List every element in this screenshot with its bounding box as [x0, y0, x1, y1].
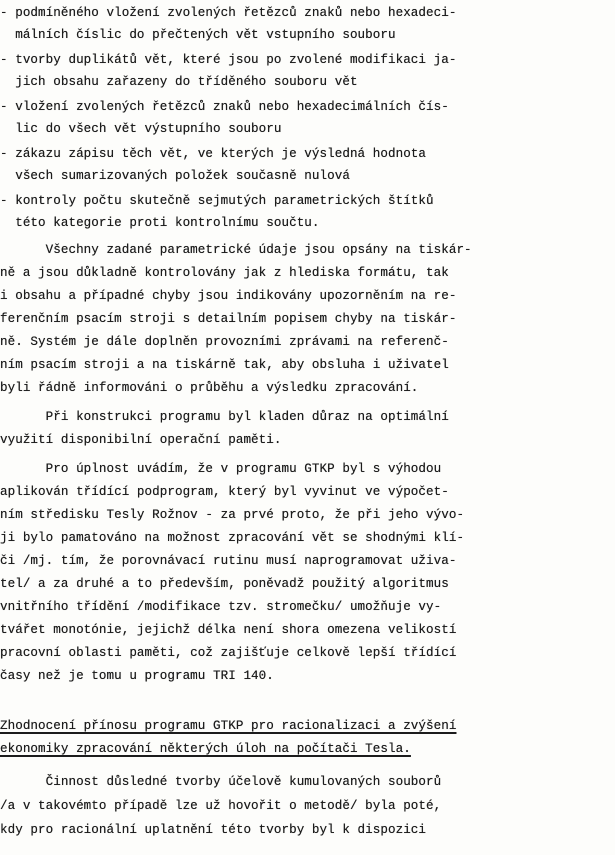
bullet-1-line-2: málních číslic do přečtených vět vstupního souboru [0, 28, 396, 42]
paragraph-2-line-2: využití disponibilní operační paměti. [0, 433, 282, 447]
bullet-3-line-2: lic do všech vět výstupního souboru [0, 122, 282, 136]
paragraph-3-line-3: ním středisku Tesly Rožnov - za prvé proto, že při jeho vývo- [0, 508, 465, 522]
paragraph-1-line-3: i obsahu a případné chyby jsou indikovány upozorněním na re- [0, 289, 457, 303]
paragraph-3-line-1: Pro úplnost uvádím, že v programu GTKP byl s výhodou [0, 462, 442, 476]
closing-paragraph-line-1: Činnost důsledné tvorby účelově kumulovaných souborů [0, 775, 442, 789]
paragraph-2-line-1: Při konstrukci programu byl kladen důraz na optimální [0, 410, 449, 424]
paragraph-3-line-2: aplikován třídící podprogram, který byl vyvinut ve výpočet- [0, 485, 449, 499]
paragraph-3-line-4: ji bylo pamatováno na možnost zpracování vět se shodnými klí- [0, 531, 465, 545]
paragraph-3-line-8: tvářet monotónie, jejichž délka není shora omezena velikostí [0, 623, 457, 637]
bullet-5-line-1: - kontroly počtu skutečně sejmutých parametrických štítků [0, 194, 434, 208]
paragraph-3-line-7: vnitřního třídění /modifikace tzv. stromečku/ umožňuje vy- [0, 600, 442, 614]
closing-paragraph-line-2: /a v takovémto případě lze už hovořit o metodě/ byla poté, [0, 799, 442, 813]
paragraph-1-line-7: byli řádně informováni o průběhu a výsledku zpracování. [0, 381, 419, 395]
section-heading-line-2: ekonomiky zpracování některých úloh na počítači Tesla. [0, 742, 411, 756]
bullet-2-line-1: - tvorby duplikátů vět, které jsou po zvolené modifikaci ja- [0, 53, 457, 67]
paragraph-1-line-2: ně a jsou důkladně kontrolovány jak z hlediska formátu, tak [0, 266, 449, 280]
bullet-4-line-2: všech sumarizovaných položek současně nulová [0, 169, 350, 183]
paragraph-3-line-5: či /mj. tím, že porovnávací rutinu musí naprogramovat uživa- [0, 554, 457, 568]
bullet-3-line-1: - vložení zvolených řetězců znaků nebo hexadecimálních čís- [0, 100, 449, 114]
paragraph-1-line-4: ferenčním psacím stroji s detailním popisem chyby na tiskár- [0, 312, 457, 326]
paragraph-1-line-6: ním psacím stroji a na tiskárně tak, aby obsluha i uživatel [0, 358, 449, 372]
paragraph-1-line-5: ně. Systém je dále doplněn provozními zprávami na referenč- [0, 335, 449, 349]
bullet-4-line-1: - zákazu zápisu těch vět, ve kterých je výsledná hodnota [0, 147, 427, 161]
closing-paragraph-line-3: kdy pro racionální uplatnění této tvorby byl k dispozici [0, 823, 427, 837]
bullet-2-line-2: jich obsahu zařazeny do tříděného souboru vět [0, 75, 358, 89]
paragraph-3-line-10: časy než je tomu u programu TRI 140. [0, 669, 274, 683]
paragraph-1-line-1: Všechny zadané parametrické údaje jsou opsány na tiskár- [0, 243, 472, 257]
paragraph-3-line-6: tel/ a za druhé a to především, poněvadž použitý algoritmus [0, 577, 449, 591]
bullet-1-line-1: - podmíněného vložení zvolených řetězců znaků nebo hexadeci- [0, 6, 457, 20]
paragraph-3-line-9: pracovní oblasti paměti, což zajišťuje celkově lepší třídící [0, 646, 457, 660]
section-heading-line-1: Zhodnocení přínosu programu GTKP pro racionalizaci a zvýšení [0, 719, 457, 733]
bullet-5-line-2: této kategorie proti kontrolnímu součtu. [0, 216, 320, 230]
